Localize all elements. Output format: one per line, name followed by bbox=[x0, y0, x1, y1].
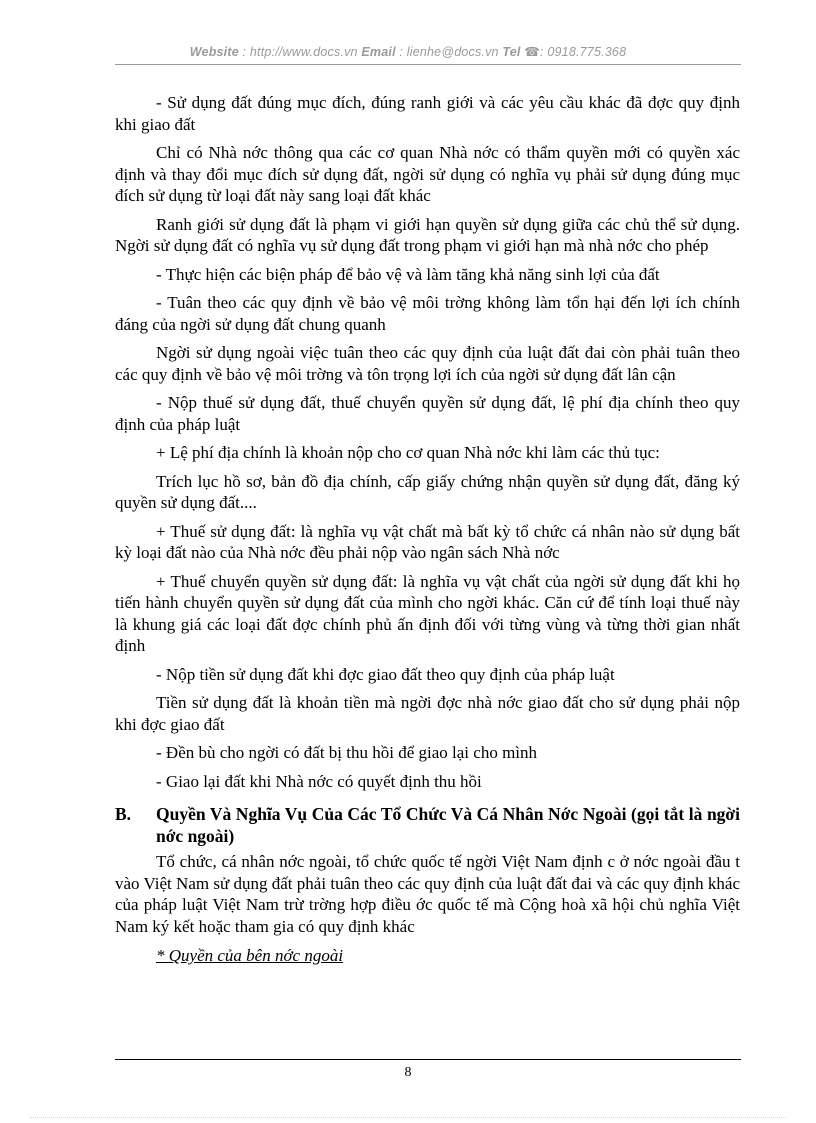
paragraph: Tiền sử dụng đất là khoản tiền mà ngời đợc nhà nớc giao đất cho sử dụng phải nộp khi đợc giao đất bbox=[115, 693, 740, 734]
paragraph: - Nộp thuế sử dụng đất, thuế chuyển quyền sử dụng đất, lệ phí địa chính theo quy định của pháp luật bbox=[115, 393, 740, 434]
paragraph: Ranh giới sử dụng đất là phạm vi giới hạn quyền sử dụng giữa các chủ thể sử dụng. Ngời sử dụng đất có nghĩa vụ sử dụng đất trong phạm vi giới hạn mà nhà nớc cho phép bbox=[115, 214, 740, 255]
tel-value: ☎: 0918.775.368 bbox=[520, 45, 627, 59]
document-body bbox=[115, 92, 740, 967]
email-label: Email bbox=[361, 45, 396, 59]
section-heading bbox=[115, 804, 740, 847]
website-value: : http://www.docs.vn bbox=[238, 45, 362, 59]
website-label: Website bbox=[189, 45, 239, 59]
email-value: : lienhe@docs.vn bbox=[395, 45, 503, 59]
paragraph: + Thuế chuyển quyền sử dụng đất: là nghĩa vụ vật chất của ngời sử dụng đất khi họ tiến hành chuyển quyền sử dụng đất của mình cho ngời khác. Căn cứ để tính loại thuế này là khung giá các loại đất đợc chính phủ ấn định đối với từng vùng và từng thời gian nhất định bbox=[115, 571, 740, 655]
page-number: 8 bbox=[404, 1065, 412, 1080]
section-title: Quyền Và Nghĩa Vụ Của Các Tổ Chức Và Cá Nhân Nớc Ngoài (gọi tắt là ngời nớc ngoài) bbox=[156, 804, 740, 846]
header-divider bbox=[115, 64, 741, 65]
paragraph: - Tuân theo các quy định về bảo vệ môi trờng không làm tổn hại đến lợi ích chính đáng của ngời sử dụng đất chung quanh bbox=[115, 293, 740, 334]
paragraph: - Thực hiện các biện pháp để bảo vệ và làm tăng khả năng sinh lợi của đất bbox=[156, 264, 660, 284]
footer-divider bbox=[115, 1059, 741, 1060]
paragraph: - Nộp tiền sử dụng đất khi đợc giao đất theo quy định của pháp luật bbox=[156, 664, 615, 684]
tel-label: Tel bbox=[502, 45, 521, 59]
paragraph: Trích lục hồ sơ, bản đồ địa chính, cấp giấy chứng nhận quyền sử dụng đất, đăng ký quyền sử dụng đất.... bbox=[115, 471, 740, 512]
paragraph: - Sử dụng đất đúng mục đích, đúng ranh giới và các yêu cầu khác đã đợc quy định khi giao đất bbox=[115, 93, 740, 134]
paragraph: - Giao lại đất khi Nhà nớc có quyết định thu hồi bbox=[156, 771, 482, 791]
paragraph: Tổ chức, cá nhân nớc ngoài, tổ chức quốc tế ngời Việt Nam định c ở nớc ngoài đầu t vào Việt Nam sử dụng đất phải tuân theo các quy định của luật đất đai và các quy định khác của pháp luật Việt Nam trừ trờng hợp điều ớc quốc tế mà Cộng hoà xã hội chủ nghĩa Việt Nam ký kết hoặc tham gia có quy định khác bbox=[115, 852, 740, 936]
page-edge-divider bbox=[30, 1117, 786, 1118]
paragraph: + Thuế sử dụng đất: là nghĩa vụ vật chất mà bất kỳ tổ chức cá nhân nào sử dụng bất kỳ loại đất nào của Nhà nớc đều phải nộp vào ngân sách Nhà nớc bbox=[115, 521, 740, 562]
subheading: * Quyền của bên nớc ngoài bbox=[156, 946, 344, 965]
page-header bbox=[0, 44, 816, 59]
paragraph: Chỉ có Nhà nớc thông qua các cơ quan Nhà nớc có thẩm quyền mới có quyền xác định và thay đổi mục đích sử dụng đất, ngời sử dụng có nghĩa vụ phải sử dụng đúng mục đích sử dụng từ loại đất này sang loại đất khác bbox=[115, 143, 740, 205]
paragraph: Ngời sử dụng ngoài việc tuân theo các quy định của luật đất đai còn phải tuân theo các quy định về bảo vệ môi trờng và tôn trọng lợi ích của ngời sử dụng đất lân cận bbox=[115, 343, 740, 384]
paragraph: - Đền bù cho ngời có đất bị thu hồi để giao lại cho mình bbox=[156, 743, 538, 762]
paragraph: + Lệ phí địa chính là khoản nộp cho cơ quan Nhà nớc khi làm các thủ tục: bbox=[156, 443, 660, 462]
section-label: B. bbox=[115, 804, 132, 824]
